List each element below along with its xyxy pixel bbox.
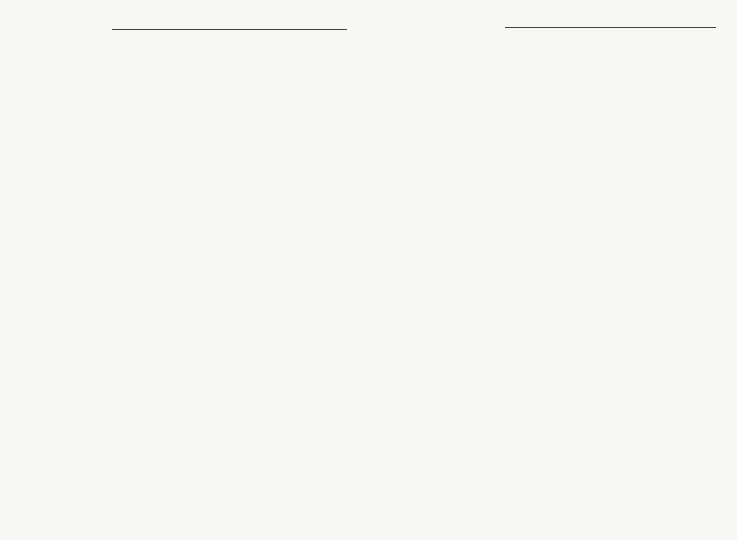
attendance-page bbox=[0, 0, 368, 540]
attendance-grid bbox=[0, 0, 368, 540]
lesson-log-page bbox=[368, 0, 737, 540]
lesson-log-grid bbox=[368, 0, 737, 540]
